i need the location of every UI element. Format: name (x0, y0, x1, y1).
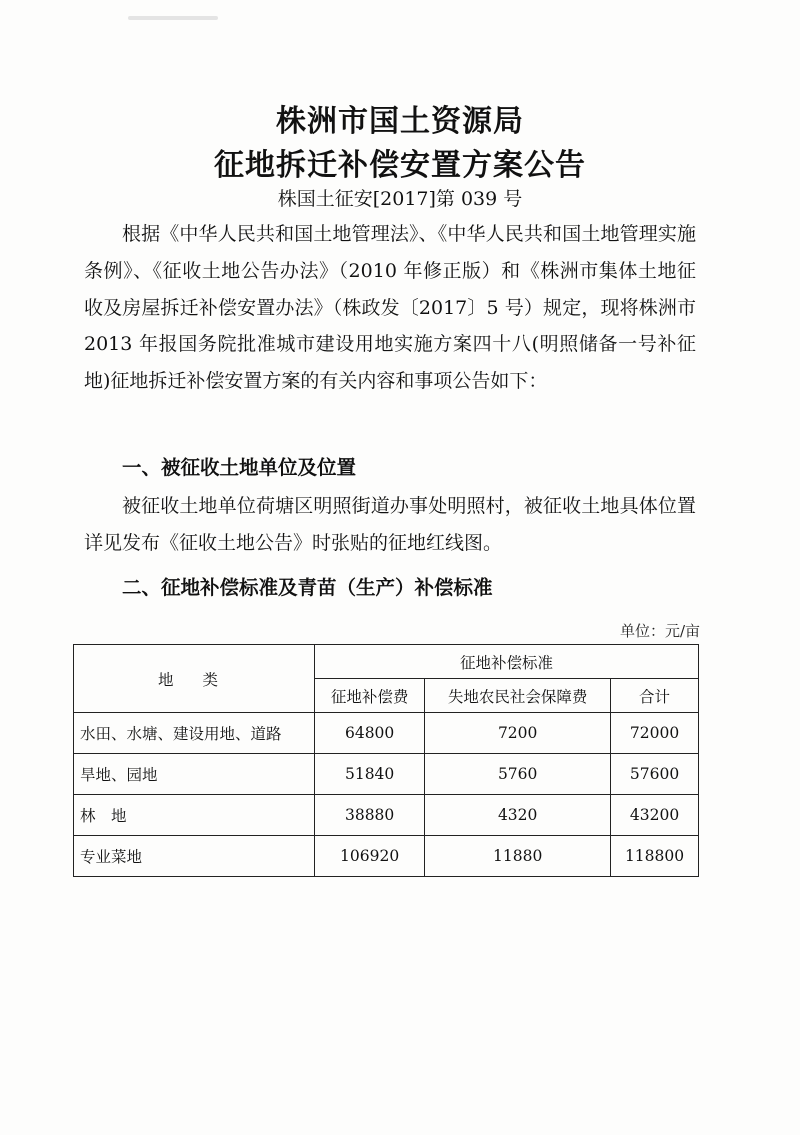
cell-social-security-fee: 7200 (425, 713, 611, 754)
cell-total: 118800 (611, 836, 699, 877)
table-header-row (74, 645, 699, 679)
document-number: 株国土征安[2017]第 039 号 (277, 188, 523, 210)
cell-total: 72000 (611, 713, 699, 754)
cell-total: 43200 (611, 795, 699, 836)
header-compensation-fee: 征地补偿费 (315, 679, 425, 713)
section2-heading: 二、征地补偿标准及青苗（生产）补偿标准 (122, 576, 493, 599)
header-compensation-standard: 征地补偿标准 (315, 645, 699, 679)
cell-total: 57600 (611, 754, 699, 795)
section1-paragraph: 被征收土地单位荷塘区明照街道办事处明照村，被征收土地具体位置详见发布《征收土地公告》时张贴的征地红线图。 (84, 495, 696, 554)
compensation-table (73, 644, 699, 877)
intro-paragraph: 根据《中华人民共和国土地管理法》、《中华人民共和国土地管理实施条例》、《征收土地公告办法》（2010 年修正版）和《株洲市集体土地征收及房屋拆迁补偿安置办法》（株政发〔2017〕5 号）规定，现将株洲市 2013 年报国务院批准城市建设用地实施方案四十八(明照储备一号补征地)征地拆迁补偿安置方案的有关内容和事项公告如下： (84, 223, 696, 393)
header-land-type: 地 类 (74, 645, 315, 713)
cell-compensation-fee: 106920 (315, 836, 425, 877)
table-row (74, 795, 699, 836)
section1-heading: 一、被征收土地单位及位置 (122, 456, 357, 479)
scan-mark (128, 16, 218, 20)
document-title-line2: 征地拆迁补偿安置方案公告 (214, 148, 586, 183)
cell-compensation-fee: 38880 (315, 795, 425, 836)
cell-compensation-fee: 51840 (315, 754, 425, 795)
cell-land-type: 旱地、园地 (74, 754, 315, 795)
cell-social-security-fee: 11880 (425, 836, 611, 877)
cell-land-type: 林 地 (74, 795, 315, 836)
table-row (74, 836, 699, 877)
document-title-line1: 株洲市国土资源局 (276, 104, 524, 139)
table-row (74, 713, 699, 754)
unit-note: 单位：元/亩 (619, 622, 700, 640)
table-row (74, 754, 699, 795)
cell-compensation-fee: 64800 (315, 713, 425, 754)
cell-land-type: 水田、水塘、建设用地、道路 (74, 713, 315, 754)
cell-social-security-fee: 5760 (425, 754, 611, 795)
cell-social-security-fee: 4320 (425, 795, 611, 836)
cell-land-type: 专业菜地 (74, 836, 315, 877)
header-total: 合计 (611, 679, 699, 713)
header-social-security-fee: 失地农民社会保障费 (425, 679, 611, 713)
